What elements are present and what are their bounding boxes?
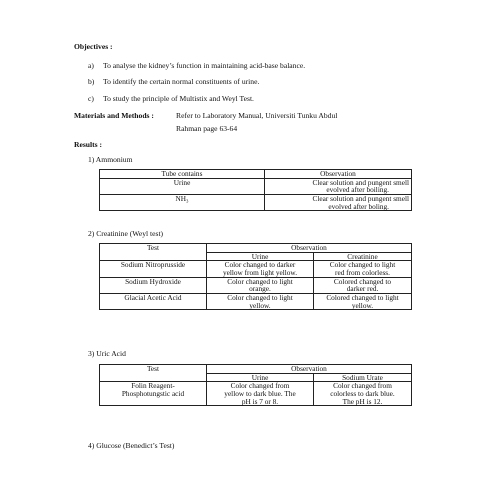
table-cell: [207, 382, 314, 406]
table-header: Observation: [265, 170, 412, 179]
objective-marker: a): [88, 61, 94, 70]
objectives-heading: Objectives :: [74, 42, 113, 51]
table-cell: [100, 382, 207, 406]
table-header: Sodium Urate: [314, 373, 412, 382]
ammonium-table: [99, 169, 412, 211]
cell-line: orange.: [249, 284, 271, 294]
table-header-row: [100, 170, 412, 179]
cell-line: Colored changed to light: [326, 292, 399, 302]
cell-line: pH is 7 or 8.: [241, 396, 279, 406]
table-cell: [265, 194, 412, 210]
table-row: [100, 194, 412, 210]
cell-line: Clear solution and pungent smell: [312, 193, 409, 203]
table-cell: [314, 293, 412, 309]
methods-text-line1: Refer to Laboratory Manual, Universiti Tunku Abdul: [176, 111, 338, 120]
results-heading: Results :: [74, 140, 103, 149]
cell-line: Color changed to light: [329, 260, 396, 270]
objective-text: To analyse the kidney’s function in maintaining acid-base balance.: [103, 61, 306, 70]
table-cell: Sodium Hydroxide: [100, 277, 207, 293]
table-header: Urine: [207, 373, 314, 382]
table-header: Urine: [207, 252, 314, 261]
table-header-row: [100, 365, 412, 374]
cell-line: Phosphotungstic acid: [121, 388, 185, 398]
objective-text: To identify the certain normal constituents of urine.: [103, 77, 260, 86]
cell-line: Colored changed to: [333, 276, 392, 286]
cell-line: Color changed from: [333, 381, 392, 391]
table-cell: [207, 277, 314, 293]
cell-line: Color changed from: [230, 381, 290, 391]
table-header: Creatinine: [314, 252, 412, 261]
table-header: Observation: [207, 365, 412, 374]
uric-acid-table: [99, 364, 412, 406]
table-cell: [314, 277, 412, 293]
table-cell: [265, 178, 412, 194]
table-row: [100, 261, 412, 277]
table-cell: [207, 293, 314, 309]
section-title-glucose: 4) Glucose (Benedict’s Test): [88, 441, 175, 450]
table-cell: [314, 261, 412, 277]
table-cell: Urine: [100, 178, 265, 194]
cell-line: evolved after boiling.: [326, 185, 389, 195]
table-cell: Glacial Acetic Acid: [100, 293, 207, 309]
methods-label: Materials and Methods :: [74, 111, 154, 120]
table-header-row: [100, 244, 412, 253]
cell-line: colorless to dark blue.: [330, 388, 395, 398]
table-row: [100, 293, 412, 309]
table-header: Test: [100, 365, 207, 382]
table-cell: NH₃: [100, 194, 265, 210]
cell-line: red from colorless.: [335, 267, 390, 277]
table-row: [100, 382, 412, 406]
section-title-ammonium: 1) Ammonium: [88, 155, 133, 164]
table-row: [100, 178, 412, 194]
cell-line: yellow.: [249, 300, 271, 310]
cell-line: Color changed to light: [227, 292, 293, 302]
cell-line: evolved after boling.: [328, 201, 389, 211]
cell-line: yellow.: [351, 300, 374, 310]
cell-line: yellow to dark blue. The: [224, 388, 296, 398]
table-header: Test: [100, 244, 207, 261]
cell-line: Color changed to darker: [224, 260, 296, 270]
cell-line: The pH is 12.: [342, 396, 383, 406]
cell-line: yellow from light yellow.: [222, 267, 298, 277]
table-cell: [314, 382, 412, 406]
cell-line: Folin Reagent-: [131, 381, 175, 391]
cell-line: Clear solution and pungent smell: [312, 177, 409, 187]
cell-line: Color changed to light: [227, 276, 293, 286]
section-title-creatinine: 2) Creatinine (Weyl test): [88, 229, 164, 238]
table-cell: Sodium Nitroprusside: [100, 261, 207, 277]
table-header: Observation: [207, 244, 412, 253]
methods-text-line2: Rahman page 63-64: [176, 124, 238, 133]
table-header: Tube contains: [100, 170, 265, 179]
table-row: [100, 277, 412, 293]
creatinine-table: [99, 243, 412, 310]
objective-marker: b): [88, 77, 95, 86]
objective-marker: c): [88, 94, 94, 103]
section-title-uric-acid: 3) Uric Acid: [88, 349, 126, 358]
objective-text: To study the principle of Multistix and Weyl Test.: [103, 94, 254, 103]
cell-line: darker red.: [346, 284, 379, 294]
table-cell: [207, 261, 314, 277]
